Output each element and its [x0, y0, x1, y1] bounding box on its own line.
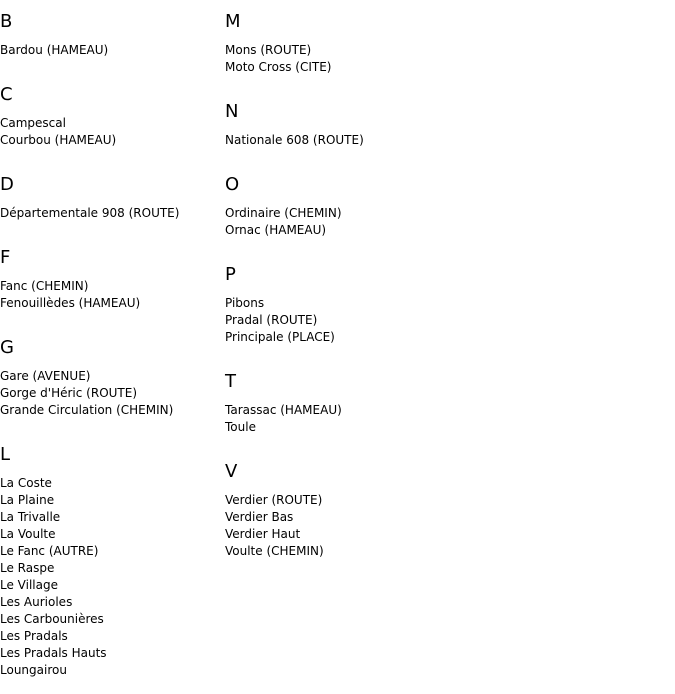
street-link[interactable]: Pibons — [225, 296, 265, 310]
street-link[interactable]: Pradal (ROUTE) — [225, 313, 318, 327]
street-link[interactable]: Les Pradals — [0, 629, 68, 643]
group-spacer — [0, 149, 225, 163]
letter-heading: D — [0, 174, 14, 195]
letter-group-v — [225, 462, 525, 574]
street-link[interactable]: Le Fanc (AUTRE) — [0, 544, 99, 558]
street-list — [225, 402, 525, 436]
street-link[interactable]: Loungairou — [0, 663, 67, 677]
letter-group-n — [225, 102, 525, 163]
letter-group-m — [225, 12, 525, 90]
letter-heading: F — [0, 247, 11, 268]
street-link[interactable]: Verdier (ROUTE) — [225, 493, 323, 507]
street-link[interactable]: Courbou (HAMEAU) — [0, 133, 117, 147]
street-link[interactable]: Nationale 608 (ROUTE) — [225, 133, 364, 147]
street-link[interactable]: La Plaine — [0, 493, 55, 507]
street-link[interactable]: Ordinaire (CHEMIN) — [225, 206, 342, 220]
street-link[interactable]: Verdier Haut — [225, 527, 301, 541]
letter-group-b — [0, 12, 225, 73]
group-spacer — [0, 222, 225, 236]
letter-group-l — [0, 445, 225, 693]
letter-heading: L — [0, 444, 11, 465]
letter-heading: N — [225, 101, 239, 122]
letter-group-g — [0, 338, 225, 433]
street-link[interactable]: Campescal — [0, 116, 66, 130]
street-link[interactable]: Verdier Bas — [225, 510, 294, 524]
street-index-column-left — [0, 0, 225, 693]
letter-group-f — [0, 248, 225, 326]
street-link[interactable]: La Voulte — [0, 527, 56, 541]
street-list — [0, 368, 225, 419]
street-link[interactable]: Les Aurioles — [0, 595, 73, 609]
street-list — [0, 42, 225, 59]
street-list — [0, 115, 225, 149]
letter-group-d — [0, 175, 225, 236]
street-list — [0, 475, 225, 679]
street-list — [225, 295, 525, 346]
group-spacer — [0, 419, 225, 433]
street-link[interactable]: Départementale 908 (ROUTE) — [0, 206, 180, 220]
letter-heading: P — [225, 264, 236, 285]
group-spacer — [225, 560, 525, 574]
street-link[interactable]: Le Raspe — [0, 561, 55, 575]
street-link[interactable]: Voulte (CHEMIN) — [225, 544, 324, 558]
letter-heading: C — [0, 84, 13, 105]
street-list — [0, 205, 225, 222]
group-spacer — [225, 239, 525, 253]
street-link[interactable]: Tarassac (HAMEAU) — [225, 403, 342, 417]
group-spacer — [225, 346, 525, 360]
letter-heading: G — [0, 337, 14, 358]
street-link[interactable]: Les Pradals Hauts — [0, 646, 107, 660]
street-link[interactable]: La Coste — [0, 476, 52, 490]
group-spacer — [0, 59, 225, 73]
letter-heading: T — [225, 371, 236, 392]
group-spacer — [0, 312, 225, 326]
street-list — [0, 278, 225, 312]
street-link[interactable]: Toule — [225, 420, 256, 434]
street-link[interactable]: Fenouillèdes (HAMEAU) — [0, 296, 141, 310]
street-link[interactable]: Fanc (CHEMIN) — [0, 279, 89, 293]
letter-heading: B — [0, 11, 13, 32]
street-index-column-right — [225, 0, 525, 574]
street-link[interactable]: Ornac (HAMEAU) — [225, 223, 327, 237]
letter-group-t — [225, 372, 525, 450]
street-link[interactable]: Gare (AVENUE) — [0, 369, 91, 383]
street-list — [225, 205, 525, 239]
street-link[interactable]: La Trivalle — [0, 510, 61, 524]
letter-heading: M — [225, 11, 241, 32]
street-link[interactable]: Les Carbounières — [0, 612, 104, 626]
street-list — [225, 42, 525, 76]
group-spacer — [0, 679, 225, 693]
street-list — [225, 132, 525, 149]
street-list — [225, 492, 525, 560]
letter-heading: O — [225, 174, 240, 195]
letter-group-o — [225, 175, 525, 253]
street-link[interactable]: Grande Circulation (CHEMIN) — [0, 403, 174, 417]
street-link[interactable]: Gorge d'Héric (ROUTE) — [0, 386, 138, 400]
letter-group-p — [225, 265, 525, 360]
street-link[interactable]: Bardou (HAMEAU) — [0, 43, 109, 57]
street-link[interactable]: Mons (ROUTE) — [225, 43, 312, 57]
street-link[interactable]: Le Village — [0, 578, 58, 592]
street-link[interactable]: Moto Cross (CITE) — [225, 60, 332, 74]
letter-group-c — [0, 85, 225, 163]
group-spacer — [225, 76, 525, 90]
street-link[interactable]: Principale (PLACE) — [225, 330, 335, 344]
letter-heading: V — [225, 461, 238, 482]
group-spacer — [225, 436, 525, 450]
group-spacer — [225, 149, 525, 163]
